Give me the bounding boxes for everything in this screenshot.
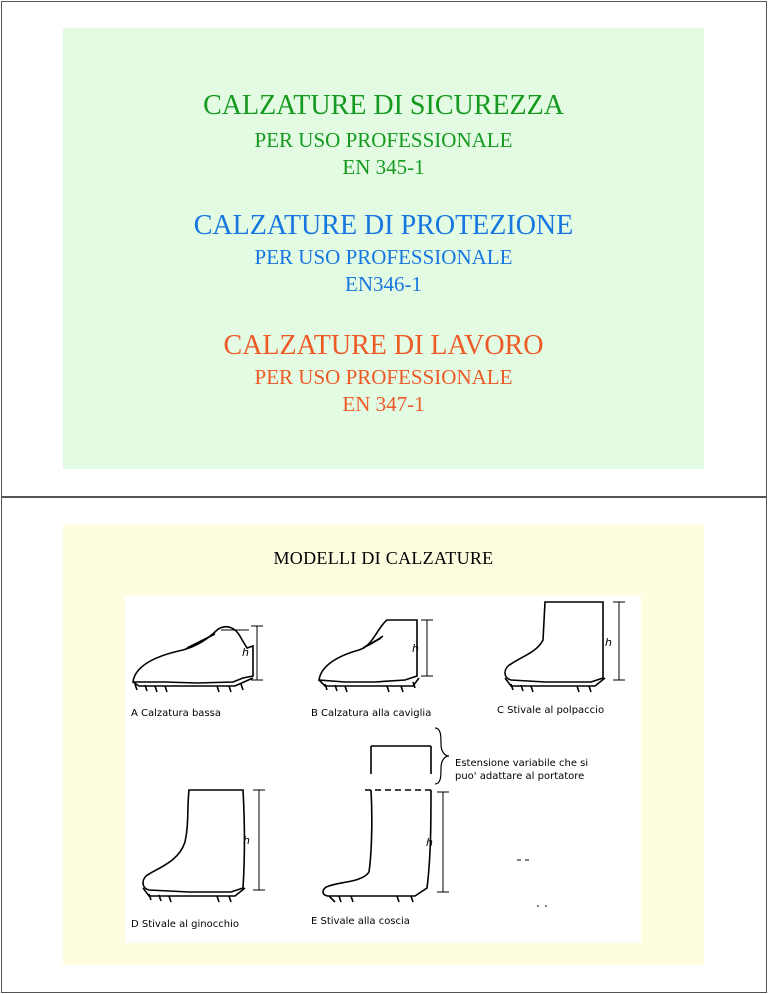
footwear-line-drawing [125,596,641,943]
height-label-a: h [242,646,249,659]
safety-footwear-subtitle: PER USO PROFESSIONALE [254,128,513,152]
caption-low-shoe: A Calzatura bassa [131,708,221,719]
low-shoe-drawing [133,626,263,692]
extension-note-line1: Estensione variabile che si [455,758,589,769]
models-title: MODELLI DI CALZATURE [273,548,494,568]
footwear-models-figure [125,596,641,943]
height-label-b: h [412,642,419,655]
slide-footwear-standards [63,28,704,469]
protective-footwear-title: CALZATURE DI PROTEZIONE [193,210,574,241]
thigh-boot-drawing [323,728,449,902]
safety-footwear-standard: EN 345-1 [342,155,425,179]
height-label-c: h [605,636,612,649]
caption-ankle-shoe: B Calzatura alla caviglia [311,708,432,719]
caption-knee-boot: D Stivale al ginocchio [131,919,239,930]
caption-thigh-boot: E Stivale alla coscia [311,916,410,927]
work-footwear-standard: EN 347-1 [342,392,425,416]
protective-footwear-subtitle: PER USO PROFESSIONALE [254,245,513,269]
work-footwear-subtitle: PER USO PROFESSIONALE [254,365,513,389]
caption-calf-boot: C Stivale al polpaccio [497,705,605,716]
extension-note-line2: puo' adattare al portatore [455,771,585,782]
work-footwear-title: CALZATURE DI LAVORO [223,330,544,361]
height-label-d: h [243,834,250,847]
slide-footwear-models [63,524,704,965]
ankle-shoe-drawing [319,620,433,692]
protective-footwear-standard: EN346-1 [345,272,422,296]
safety-footwear-title: CALZATURE DI SICUREZZA [203,90,564,121]
height-label-e: h [426,836,433,849]
